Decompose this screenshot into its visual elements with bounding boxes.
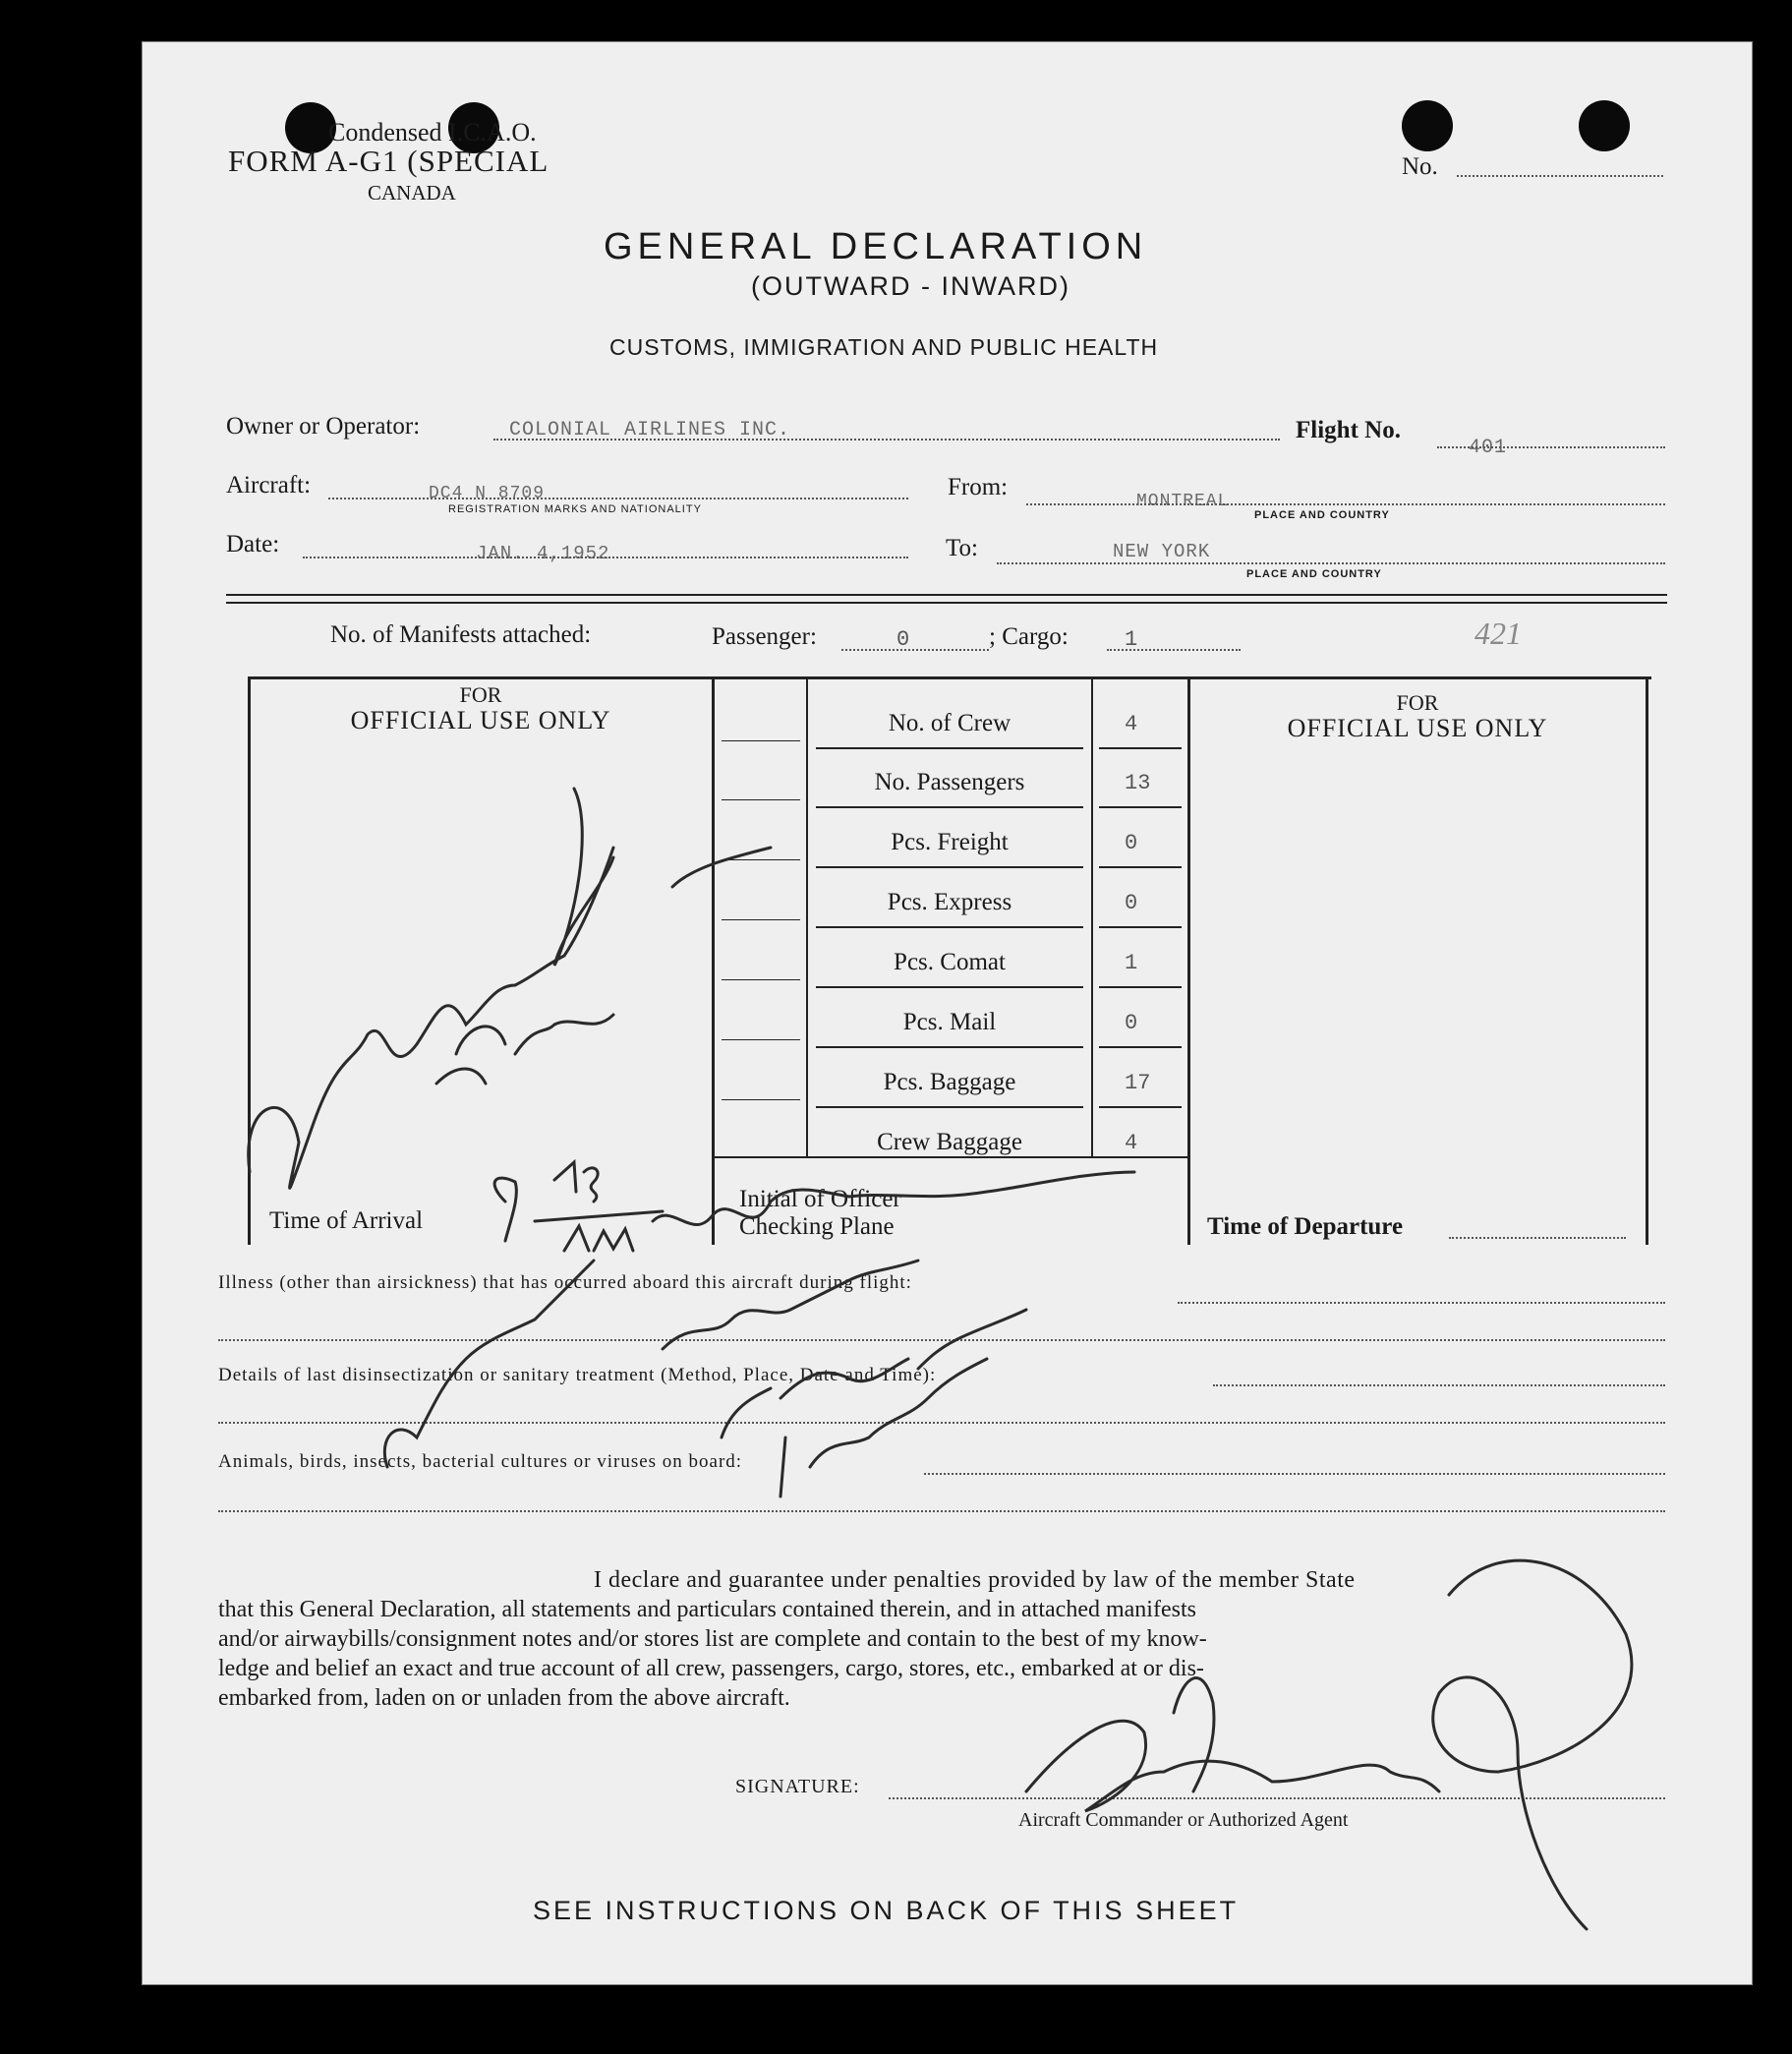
disinsect-label: Details of last disinsectization or sanitary treatment (Method, Place, Date and Time): [218,1365,937,1385]
right-official: OFFICIAL USE ONLY [1287,714,1548,742]
row-label: Pcs. Freight [891,829,1009,855]
declaration-sheet [142,41,1753,1985]
row-divider [1099,986,1182,988]
signature-label: SIGNATURE: [735,1776,860,1797]
from-value: MONTREAL [1136,492,1230,511]
aircraft-label: Aircraft: [226,472,312,499]
row-divider [816,806,1083,808]
initial-label-2: Checking Plane [739,1213,895,1240]
to-caption: PLACE AND COUNTRY [1246,568,1382,580]
row-divider [1099,806,1182,808]
row-divider [1099,747,1182,749]
row-label: No. of Crew [888,710,1012,736]
left-for: FOR [459,682,502,707]
from-caption: PLACE AND COUNTRY [1254,509,1390,521]
row-divider [816,926,1083,928]
right-for: FOR [1396,690,1439,715]
to-label: To: [946,535,978,561]
aircraft-caption: REGISTRATION MARKS AND NATIONALITY [448,503,702,515]
illness-label: Illness (other than airsickness) that has occurred aboard this aircraft during flight: [218,1272,912,1293]
row-divider [1099,926,1182,928]
date-label: Date: [226,531,280,558]
page-subtitle: (OUTWARD - INWARD) [751,271,1070,301]
owner-value: COLONIAL AIRLINES INC. [509,419,791,441]
declaration-line-5: embarked from, laden on or unladen from the above aircraft. [218,1685,790,1711]
declaration-line-2: that this General Declaration, all statements and particulars contained therein, and in attached manifests [218,1597,1196,1622]
owner-label: Owner or Operator: [226,413,421,440]
row-value: 13 [1125,771,1151,795]
row-label: Crew Baggage [877,1129,1022,1155]
from-label: From: [948,474,1009,500]
declaration-line-1: I declare and guarantee under penalties provided by law of the member State [594,1567,1356,1593]
form-line-1: Condensed I.C.A.O. [328,118,537,147]
row-value: 0 [1125,891,1138,915]
row-label: Pcs. Mail [902,1009,997,1035]
page-title: GENERAL DECLARATION [604,226,1148,267]
side-number: 421 [1474,616,1522,651]
row-value: 1 [1125,951,1138,975]
aircraft-value: DC4 N 8709 [429,484,546,503]
time-arrival-label: Time of Arrival [269,1207,424,1234]
row-divider [816,747,1083,749]
subheading: CUSTOMS, IMMIGRATION AND PUBLIC HEALTH [609,334,1159,360]
cargo-label: ; Cargo: [989,623,1069,650]
animals-label: Animals, birds, insects, bacterial cultures or viruses on board: [218,1451,743,1472]
row-value: 0 [1125,831,1138,855]
row-divider [816,1046,1083,1048]
declaration-line-4: ledge and belief an exact and true account of all crew, passengers, cargo, stores, etc., embarked at or dis- [218,1656,1204,1681]
initial-label-1: Initial of Officer [739,1186,901,1212]
flight-value: 401 [1469,437,1508,459]
date-value: JAN. 4,1952 [476,543,610,564]
row-value: 17 [1125,1071,1151,1095]
row-label: No. Passengers [874,769,1025,795]
row-divider [816,1106,1083,1108]
manifests-label: No. of Manifests attached: [330,621,592,648]
no-label: No. [1402,153,1438,180]
row-label: Pcs. Baggage [883,1069,1016,1095]
time-departure-label: Time of Departure [1207,1213,1404,1240]
flight-label: Flight No. [1296,417,1401,443]
passenger-value: 0 [896,627,910,652]
instructions-footer: SEE INSTRUCTIONS ON BACK OF THIS SHEET [533,1896,1240,1925]
row-divider [816,986,1083,988]
row-value: 4 [1125,1131,1138,1155]
signature-caption: Aircraft Commander or Authorized Agent [1018,1809,1349,1831]
row-label: Pcs. Comat [894,949,1006,975]
row-divider [816,866,1083,868]
cargo-value: 1 [1125,627,1138,652]
to-value: NEW YORK [1113,541,1211,562]
form-line-2: FORM A-G1 (SPECIAL [228,144,549,178]
row-divider [1099,1046,1182,1048]
passenger-label: Passenger: [712,623,817,650]
row-label: Pcs. Express [887,889,1012,915]
left-official: OFFICIAL USE ONLY [350,706,611,734]
row-divider [1099,1106,1182,1108]
declaration-line-3: and/or airwaybills/consignment notes and/or stores list are complete and contain to the best of my know- [218,1626,1207,1652]
row-value: 4 [1125,712,1138,736]
row-divider [1099,866,1182,868]
form-line-3: CANADA [368,181,456,205]
row-value: 0 [1125,1011,1138,1035]
